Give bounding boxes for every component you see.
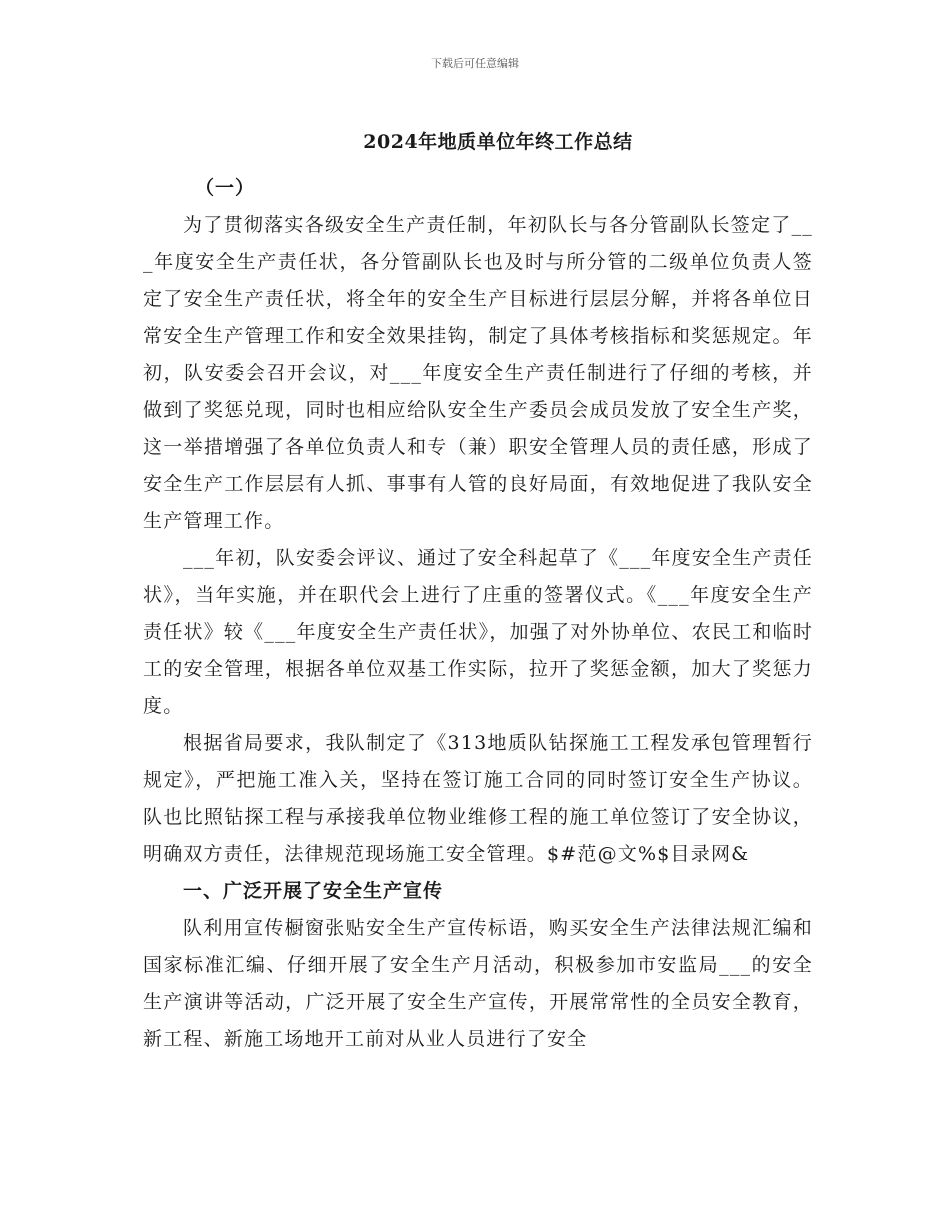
document-title: 2024年地质单位年终工作总结 bbox=[363, 131, 633, 153]
section-heading: 一、广泛开展了安全生产宣传 bbox=[183, 880, 444, 902]
section-label: （一） bbox=[195, 177, 256, 199]
paragraph: 根据省局要求，我队制定了《313地质队钻探施工工程发承包管理暂行规定》，严把施工准入关，坚持在签订施工合同的同时签订安全生产协议。队也比照钻探工程与承接我单位物业维修工程的施工单位签订了安全协议，明确双方责任，法律规范现场施工安全管理。$#范@文%$目录网& bbox=[143, 732, 813, 865]
paragraph: 为了贯彻落实各级安全生产责任制，年初队长与各分管副队长签定了___年度安全生产责任状，各分管副队长也及时与所分管的二级单位负责人签定了安全生产责任状，将全年的安全生产目标进行层层分解，并将各单位日常安全生产管理工作和安全效果挂钩，制定了具体考核指标和奖惩规定。年初，队安委会召开会议，对___年度安全生产责任制进行了仔细的考核，并做到了奖惩兑现，同时也相应给队安全生产委员会成员发放了安全生产奖，这一举措增强了各单位负责人和专（兼）职安全管理人员的责任感，形成了安全生产工作层层有人抓、事事有人管的良好局面，有效地促进了我队安全生产管理工作。 bbox=[143, 214, 813, 532]
document-body bbox=[143, 170, 813, 1058]
header-note: 下载后可任意编辑 bbox=[431, 57, 519, 70]
paragraph: ___年初，队安委会评议、通过了安全科起草了《___年度安全生产责任状》，当年实施，并在职代会上进行了庄重的签署仪式。《___年度安全生产责任状》较《___年度安全生产责任状》，加强了对外协单位、农民工和临时工的安全管理，根据各单位双基工作实际，拉开了奖惩金额，加大了奖惩力度。 bbox=[143, 547, 813, 717]
paragraph: 队利用宣传橱窗张贴安全生产宣传标语，购买安全生产法律法规汇编和国家标准汇编、仔细开展了安全生产月活动，积极参加市安监局___的安全生产演讲等活动，广泛开展了安全生产宣传，开展常常性的全员安全教育，新工程、新施工场地开工前对从业人员进行了安全 bbox=[143, 917, 813, 1050]
